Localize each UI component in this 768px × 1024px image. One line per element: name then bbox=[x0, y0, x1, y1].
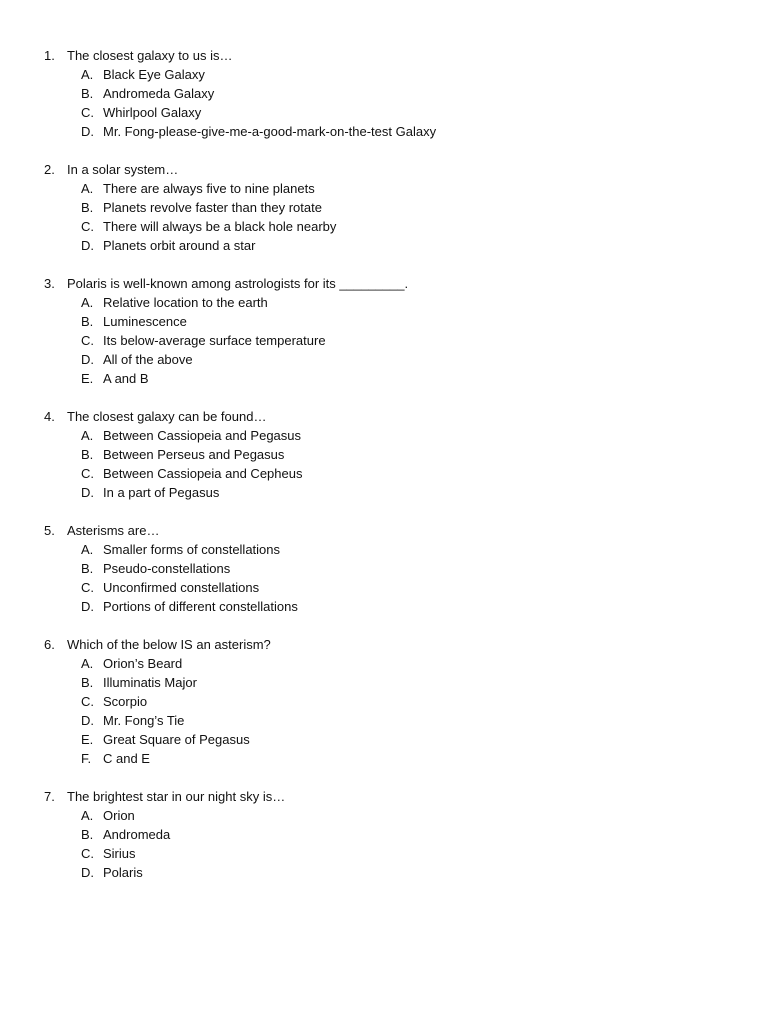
question-number: 2. bbox=[44, 162, 55, 177]
option-letter: A. bbox=[81, 181, 94, 196]
option-letter: A. bbox=[81, 295, 94, 310]
option-letter: D. bbox=[81, 713, 94, 728]
question-number: 7. bbox=[44, 789, 55, 804]
option-text: Unconfirmed constellations bbox=[103, 580, 260, 595]
answer-option bbox=[0, 825, 768, 844]
option-letter: D. bbox=[81, 599, 94, 614]
option-letter: C. bbox=[81, 466, 94, 481]
option-letter: D. bbox=[81, 865, 94, 880]
answer-option bbox=[0, 293, 768, 312]
question-7 bbox=[0, 787, 768, 882]
answer-option bbox=[0, 540, 768, 559]
option-text: Pseudo-constellations bbox=[103, 561, 231, 576]
question-number: 5. bbox=[44, 523, 55, 538]
option-letter: B. bbox=[81, 827, 94, 842]
option-text: A and B bbox=[103, 371, 149, 386]
answer-option bbox=[0, 179, 768, 198]
option-letter: B. bbox=[81, 675, 94, 690]
question-number: 3. bbox=[44, 276, 55, 291]
question-6 bbox=[0, 635, 768, 768]
option-letter: B. bbox=[81, 561, 94, 576]
question-stem bbox=[0, 635, 768, 654]
option-text: Planets orbit around a star bbox=[103, 238, 256, 253]
option-text: There will always be a black hole nearby bbox=[103, 219, 337, 234]
answer-option bbox=[0, 844, 768, 863]
option-text: Its below-average surface temperature bbox=[103, 333, 326, 348]
answer-option bbox=[0, 673, 768, 692]
option-letter: C. bbox=[81, 333, 94, 348]
option-letter: C. bbox=[81, 846, 94, 861]
question-text: The closest galaxy to us is… bbox=[67, 48, 233, 63]
option-text: In a part of Pegasus bbox=[103, 485, 220, 500]
question-number: 1. bbox=[44, 48, 55, 63]
question-4 bbox=[0, 407, 768, 502]
option-text: Mr. Fong’s Tie bbox=[103, 713, 185, 728]
option-text: Mr. Fong-please-give-me-a-good-mark-on-the-test Galaxy bbox=[103, 124, 437, 139]
option-letter: B. bbox=[81, 314, 94, 329]
option-text: Scorpio bbox=[103, 694, 148, 709]
option-letter: B. bbox=[81, 447, 94, 462]
option-text: Planets revolve faster than they rotate bbox=[103, 200, 322, 215]
option-letter: E. bbox=[81, 732, 94, 747]
answer-option bbox=[0, 331, 768, 350]
option-letter: C. bbox=[81, 219, 94, 234]
answer-option bbox=[0, 806, 768, 825]
option-text: Polaris bbox=[103, 865, 143, 880]
option-text: Portions of different constellations bbox=[103, 599, 298, 614]
option-text: Orion bbox=[103, 808, 135, 823]
answer-option bbox=[0, 464, 768, 483]
option-text: C and E bbox=[103, 751, 150, 766]
answer-option bbox=[0, 103, 768, 122]
option-text: Between Cassiopeia and Cepheus bbox=[103, 466, 303, 481]
option-letter: B. bbox=[81, 200, 94, 215]
answer-option bbox=[0, 711, 768, 730]
question-number: 6. bbox=[44, 637, 55, 652]
answer-option bbox=[0, 692, 768, 711]
option-letter: A. bbox=[81, 67, 94, 82]
option-letter: A. bbox=[81, 808, 94, 823]
answer-option bbox=[0, 312, 768, 331]
question-text: Which of the below IS an asterism? bbox=[67, 637, 271, 652]
option-text: Smaller forms of constellations bbox=[103, 542, 281, 557]
answer-option bbox=[0, 217, 768, 236]
answer-option bbox=[0, 597, 768, 616]
option-text: There are always five to nine planets bbox=[103, 181, 315, 196]
question-stem bbox=[0, 274, 768, 293]
option-text: Relative location to the earth bbox=[103, 295, 268, 310]
answer-option bbox=[0, 84, 768, 103]
question-2 bbox=[0, 160, 768, 255]
option-text: Luminescence bbox=[103, 314, 187, 329]
option-letter: D. bbox=[81, 352, 94, 367]
option-text: Orion’s Beard bbox=[103, 656, 183, 671]
answer-option bbox=[0, 749, 768, 768]
question-3 bbox=[0, 274, 768, 388]
question-text: The brightest star in our night sky is… bbox=[67, 789, 286, 804]
question-stem bbox=[0, 407, 768, 426]
answer-option bbox=[0, 559, 768, 578]
question-stem bbox=[0, 46, 768, 65]
option-letter: A. bbox=[81, 428, 94, 443]
question-text: Polaris is well-known among astrologists for its _________. bbox=[67, 276, 409, 291]
option-text: Great Square of Pegasus bbox=[103, 732, 250, 747]
option-letter: D. bbox=[81, 238, 94, 253]
answer-option bbox=[0, 730, 768, 749]
option-letter: A. bbox=[81, 656, 94, 671]
question-number: 4. bbox=[44, 409, 55, 424]
option-letter: A. bbox=[81, 542, 94, 557]
answer-option bbox=[0, 483, 768, 502]
question-text: Asterisms are… bbox=[67, 523, 160, 538]
question-5 bbox=[0, 521, 768, 616]
option-letter: D. bbox=[81, 485, 94, 500]
option-letter: C. bbox=[81, 580, 94, 595]
answer-option bbox=[0, 65, 768, 84]
option-letter: F. bbox=[81, 751, 92, 766]
answer-option bbox=[0, 350, 768, 369]
option-text: All of the above bbox=[103, 352, 193, 367]
answer-option bbox=[0, 122, 768, 141]
option-text: Between Cassiopeia and Pegasus bbox=[103, 428, 302, 443]
answer-option bbox=[0, 445, 768, 464]
option-letter: B. bbox=[81, 86, 94, 101]
answer-option bbox=[0, 198, 768, 217]
option-letter: C. bbox=[81, 694, 94, 709]
quiz-page bbox=[0, 46, 768, 901]
answer-option bbox=[0, 236, 768, 255]
option-text: Andromeda Galaxy bbox=[103, 86, 215, 101]
answer-option bbox=[0, 426, 768, 445]
answer-option bbox=[0, 654, 768, 673]
question-text: In a solar system… bbox=[67, 162, 179, 177]
answer-option bbox=[0, 369, 768, 388]
option-text: Illuminatis Major bbox=[103, 675, 197, 690]
option-text: Andromeda bbox=[103, 827, 171, 842]
option-letter: D. bbox=[81, 124, 94, 139]
question-stem bbox=[0, 787, 768, 806]
option-text: Sirius bbox=[103, 846, 136, 861]
question-text: The closest galaxy can be found… bbox=[67, 409, 267, 424]
option-text: Between Perseus and Pegasus bbox=[103, 447, 285, 462]
option-text: Black Eye Galaxy bbox=[103, 67, 205, 82]
question-stem bbox=[0, 521, 768, 540]
option-letter: E. bbox=[81, 371, 94, 386]
answer-option bbox=[0, 863, 768, 882]
option-text: Whirlpool Galaxy bbox=[103, 105, 202, 120]
option-letter: C. bbox=[81, 105, 94, 120]
answer-option bbox=[0, 578, 768, 597]
question-1 bbox=[0, 46, 768, 141]
question-stem bbox=[0, 160, 768, 179]
